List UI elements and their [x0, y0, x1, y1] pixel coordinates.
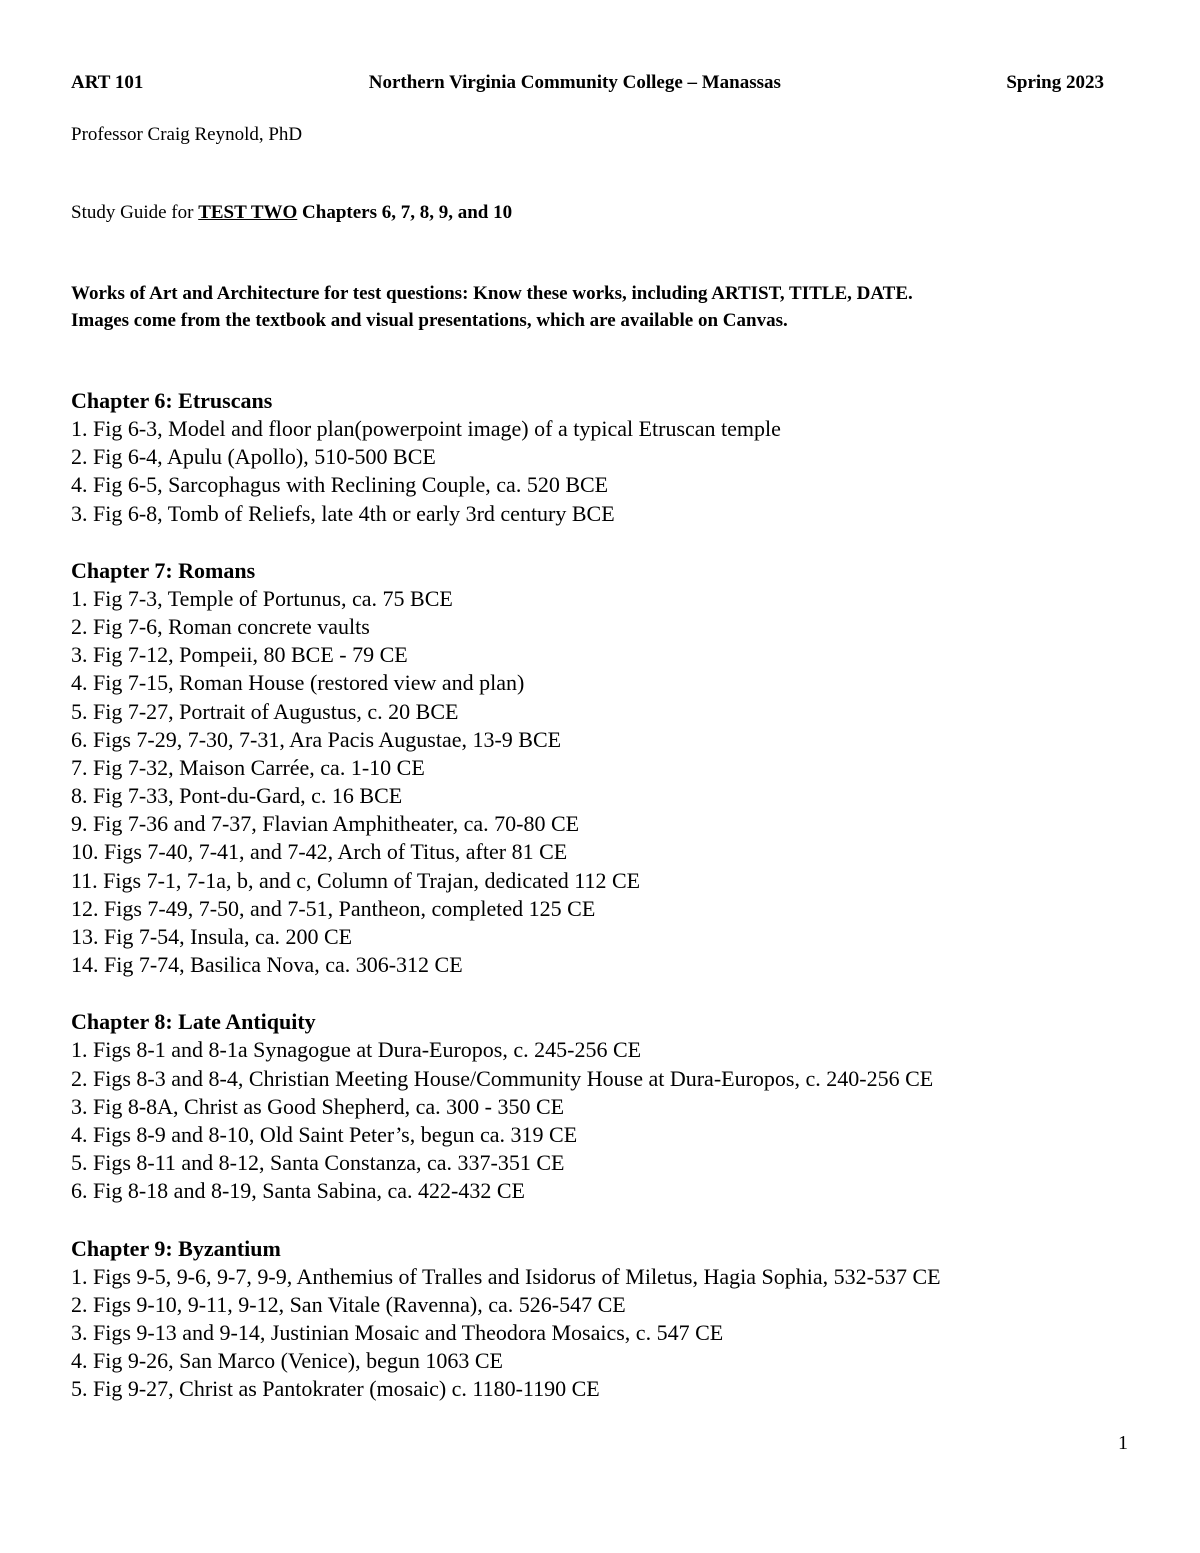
instructions — [71, 280, 1111, 334]
college-name: Northern Virginia Community College – Manassas — [368, 72, 781, 93]
list-item: 4. Fig 9-26, San Marco (Venice), begun 1063 CE — [71, 1348, 503, 1374]
list-item: 8. Fig 7-33, Pont-du-Gard, c. 16 BCE — [71, 783, 403, 809]
chapter-section — [71, 1007, 1131, 1205]
list-item: 6. Fig 8-18 and 8-19, Santa Sabina, ca. 422-432 CE — [71, 1178, 525, 1204]
list-item: 10. Figs 7-40, 7-41, and 7-42, Arch of Titus, after 81 CE — [71, 839, 568, 865]
test-name: TEST TWO — [198, 202, 298, 223]
list-item: 3. Fig 6-8, Tomb of Reliefs, late 4th or early 3rd century BCE — [71, 500, 615, 526]
list-item: 14. Fig 7-74, Basilica Nova, ca. 306-312 CE — [71, 952, 463, 978]
list-item: 5. Figs 8-11 and 8-12, Santa Constanza, ca. 337-351 CE — [71, 1150, 565, 1176]
list-item: 9. Fig 7-36 and 7-37, Flavian Amphitheater, ca. 70-80 CE — [71, 811, 580, 837]
list-item: 3. Fig 8-8A, Christ as Good Shepherd, ca. 300 - 350 CE — [71, 1093, 565, 1119]
instructions-line-1: Works of Art and Architecture for test questions: Know these works, including ARTIST, TITLE, DATE. — [71, 283, 913, 304]
list-item: 12. Figs 7-49, 7-50, and 7-51, Pantheon, completed 125 CE — [71, 895, 596, 921]
list-item: 1. Fig 6-3, Model and floor plan(powerpoint image) of a typical Etruscan temple — [71, 416, 781, 441]
chapter-heading: Chapter 7: Romans — [71, 557, 256, 583]
page-number: 1 — [1118, 1432, 1128, 1454]
page-header — [71, 72, 1104, 94]
chapter-section — [71, 556, 1131, 980]
list-item: 3. Fig 7-12, Pompeii, 80 BCE - 79 CE — [71, 642, 408, 668]
list-item: 7. Fig 7-32, Maison Carrée, ca. 1-10 CE — [71, 754, 425, 780]
list-item: 4. Fig 7-15, Roman House (restored view and plan) — [71, 670, 525, 696]
list-item: 4. Figs 8-9 and 8-10, Old Saint Peter’s, begun ca. 319 CE — [71, 1121, 578, 1147]
professor-name: Professor Craig Reynold, PhD — [71, 124, 303, 145]
list-item: 1. Figs 8-1 and 8-1a Synagogue at Dura-Europos, c. 245-256 CE — [71, 1037, 642, 1063]
course-code: ART 101 — [71, 72, 144, 93]
chapter-heading: Chapter 6: Etruscans — [71, 388, 273, 413]
list-item: 2. Figs 8-3 and 8-4, Christian Meeting House/Community House at Dura-Europos, c. 240-256 CE — [71, 1065, 934, 1091]
list-item: 11. Figs 7-1, 7-1a, b, and c, Column of Trajan, dedicated 112 CE — [71, 867, 641, 893]
study-guide-title — [71, 202, 512, 224]
term: Spring 2023 — [1006, 72, 1104, 93]
list-item: 6. Figs 7-29, 7-30, 7-31, Ara Pacis Augustae, 13-9 BCE — [71, 726, 562, 752]
list-item: 2. Fig 6-4, Apulu (Apollo), 510-500 BCE — [71, 444, 436, 470]
instructions-line-2: Images come from the textbook and visual presentations, which are available on Canvas. — [71, 310, 788, 331]
list-item: 2. Fig 7-6, Roman concrete vaults — [71, 613, 370, 639]
list-item: 5. Fig 9-27, Christ as Pantokrater (mosaic) c. 1180-1190 CE — [71, 1376, 600, 1402]
list-item: 4. Fig 6-5, Sarcophagus with Reclining Couple, ca. 520 BCE — [71, 472, 609, 498]
list-item: 3. Figs 9-13 and 9-14, Justinian Mosaic and Theodora Mosaics, c. 547 CE — [71, 1319, 724, 1345]
list-item: 2. Figs 9-10, 9-11, 9-12, San Vitale (Ravenna), ca. 526-547 CE — [71, 1291, 626, 1317]
list-item: 13. Fig 7-54, Insula, ca. 200 CE — [71, 924, 353, 949]
chapter-sections — [71, 386, 1131, 1431]
chapter-section — [71, 1234, 1131, 1404]
list-item: 5. Fig 7-27, Portrait of Augustus, c. 20 BCE — [71, 698, 459, 724]
list-item: 1. Fig 7-3, Temple of Portunus, ca. 75 BCE — [71, 585, 453, 611]
chapter-heading: Chapter 9: Byzantium — [71, 1235, 281, 1261]
chapters-list: Chapters 6, 7, 8, 9, and 10 — [297, 202, 513, 223]
list-item: 1. Figs 9-5, 9-6, 9-7, 9-9, Anthemius of Tralles and Isidorus of Miletus, Hagia Sophia, 532-537 CE — [71, 1263, 941, 1289]
chapter-heading: Chapter 8: Late Antiquity — [71, 1009, 316, 1035]
chapter-section — [71, 386, 1131, 528]
study-guide-prefix: Study Guide for — [71, 202, 199, 223]
